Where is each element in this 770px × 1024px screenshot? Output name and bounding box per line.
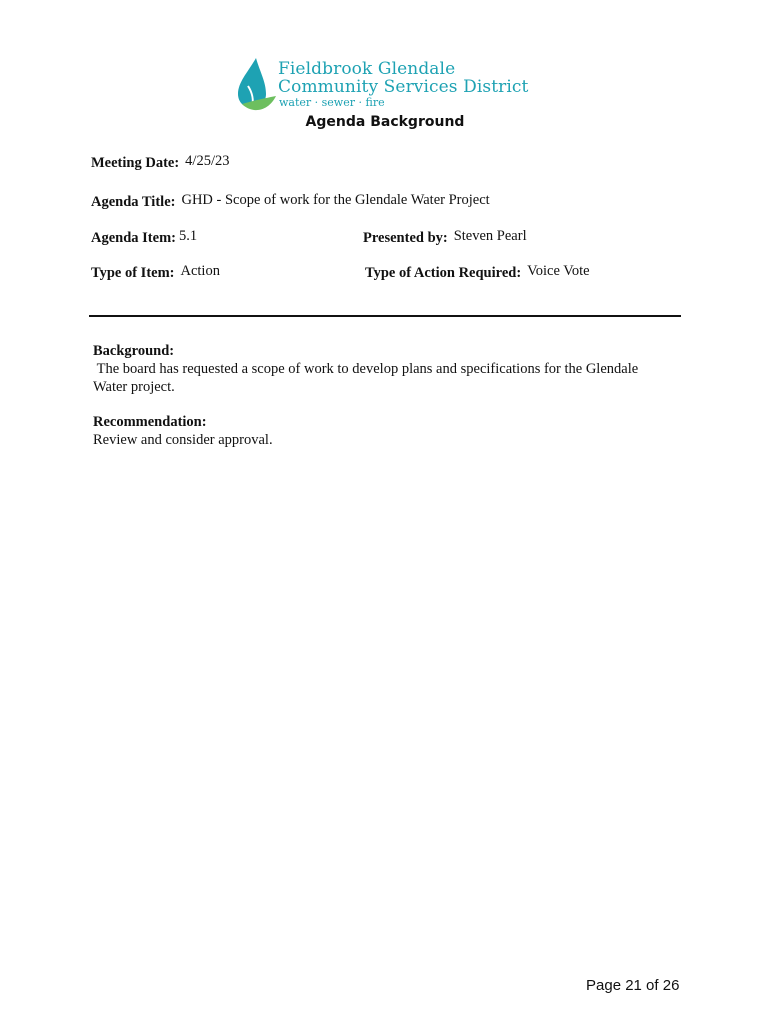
presented-by-label: Presented by: [363, 230, 448, 246]
recommendation-heading: Recommendation: [93, 414, 207, 430]
section-divider [89, 315, 681, 317]
type-of-item-field [91, 265, 220, 282]
type-of-item-label: Type of Item: [91, 265, 175, 281]
type-of-item-value: Action [180, 263, 220, 279]
meeting-date-field [91, 155, 229, 172]
background-heading: Background: [93, 343, 175, 359]
background-text: The board has requested a scope of work to develop plans and specifications for the Glendale Water project. [93, 361, 642, 395]
page-number: Page 21 of 26 [586, 977, 680, 994]
district-logo [234, 56, 529, 114]
meeting-date-value: 4/25/23 [185, 153, 230, 169]
recommendation-section [93, 413, 673, 449]
meeting-date-label: Meeting Date: [91, 155, 180, 171]
logo-tagline: water · sewer · fire [279, 96, 385, 109]
agenda-title-field [91, 194, 490, 211]
logo-name-line2: Community Services District [278, 77, 529, 97]
agenda-item-value: 5.1 [178, 228, 198, 244]
background-section [93, 342, 673, 396]
agenda-title-value: GHD - Scope of work for the Glendale Water Project [181, 192, 490, 208]
agenda-title-label: Agenda Title: [91, 194, 176, 210]
type-of-action-label: Type of Action Required: [365, 265, 522, 281]
agenda-item-field [91, 230, 197, 247]
type-of-action-value: Voice Vote [527, 263, 590, 279]
agenda-item-label: Agenda Item: [91, 230, 176, 246]
water-drop-leaf-icon [234, 56, 278, 114]
type-of-action-field [365, 265, 590, 282]
recommendation-text: Review and consider approval. [93, 432, 273, 448]
logo-name-line1: Fieldbrook Glendale [278, 59, 456, 79]
presented-by-field [363, 230, 527, 247]
presented-by-value: Steven Pearl [453, 228, 527, 244]
document-heading: Agenda Background [305, 114, 465, 130]
